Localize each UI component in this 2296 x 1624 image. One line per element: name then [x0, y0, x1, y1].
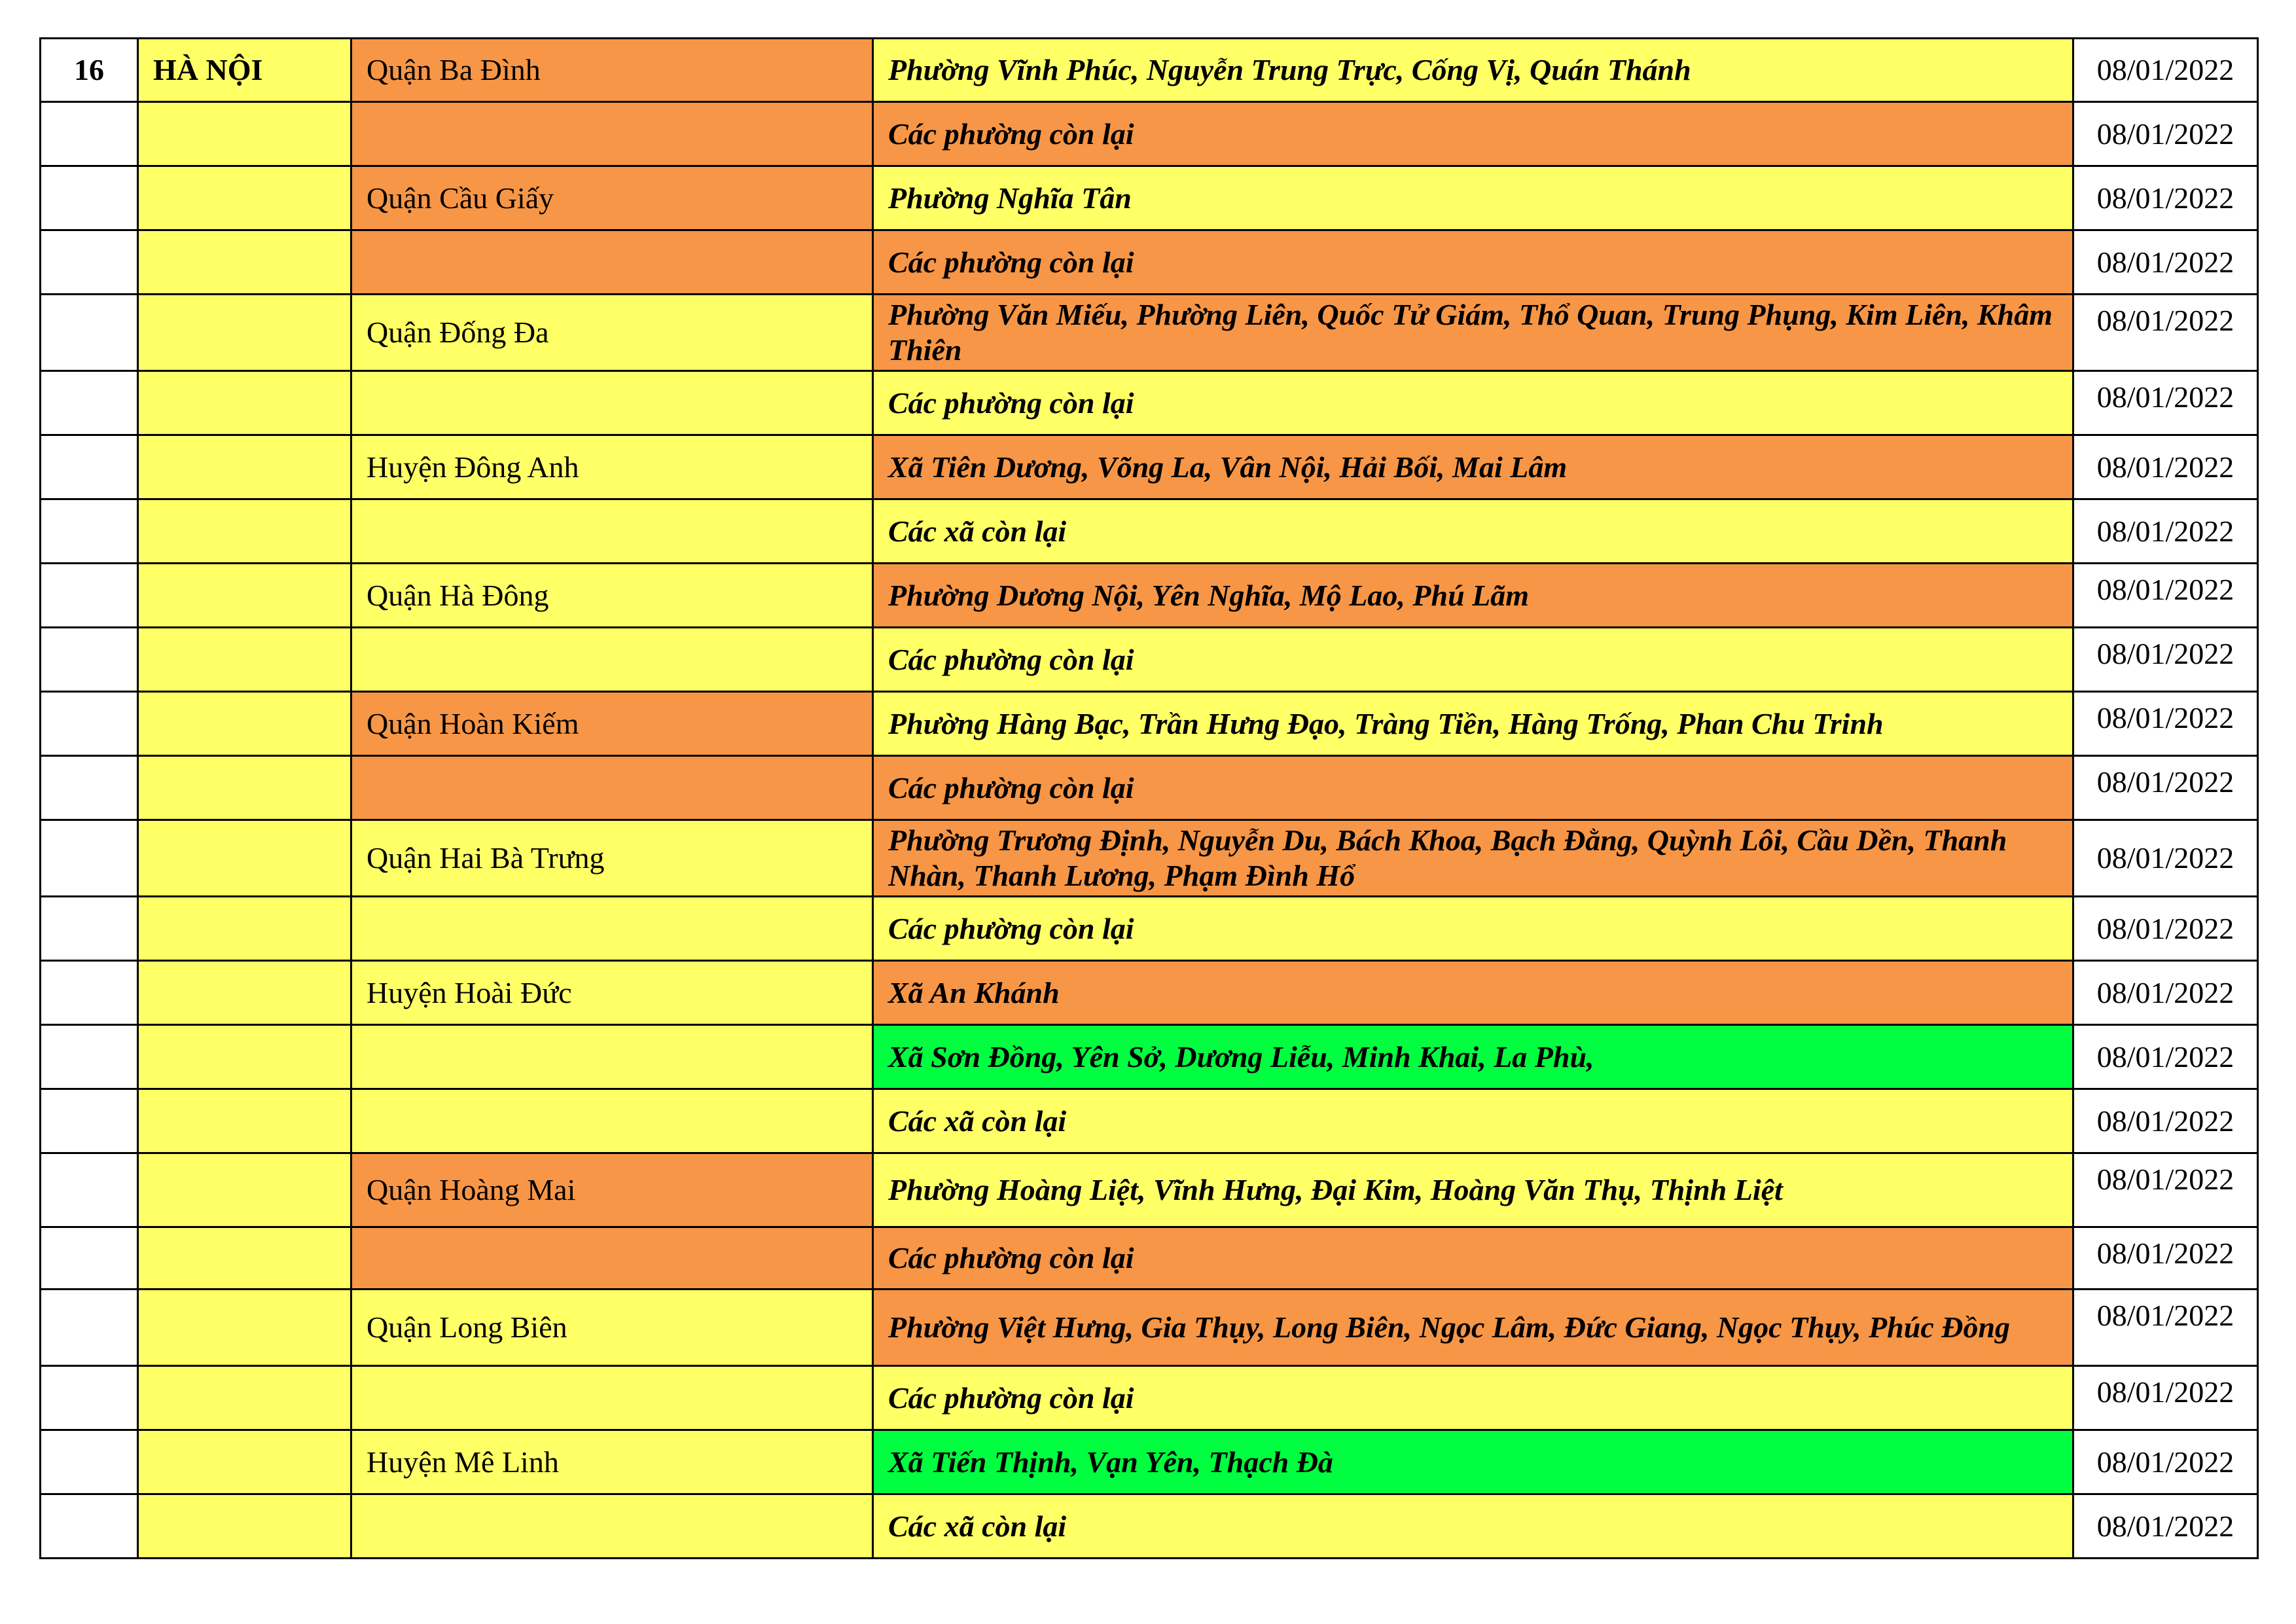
row-number-cell: 16 [41, 39, 138, 102]
row-number-cell [41, 1227, 138, 1290]
ward-area-cell: Phường Dương Nội, Yên Nghĩa, Mộ Lao, Phú Lãm [873, 564, 2073, 628]
district-cell [351, 230, 873, 295]
district-cell: Quận Ba Đình [351, 39, 873, 102]
date-cell: 08/01/2022 [2073, 628, 2258, 692]
province-cell [138, 961, 351, 1025]
province-cell [138, 1366, 351, 1430]
district-cell: Huyện Đông Anh [351, 435, 873, 499]
row-number-cell [41, 166, 138, 230]
province-cell [138, 371, 351, 435]
ward-area-cell: Các phường còn lại [873, 756, 2073, 820]
district-cell: Quận Cầu Giấy [351, 166, 873, 230]
province-cell [138, 1153, 351, 1227]
date-cell: 08/01/2022 [2073, 1290, 2258, 1366]
ward-area-cell: Phường Hàng Bạc, Trần Hưng Đạo, Tràng Tiền, Hàng Trống, Phan Chu Trinh [873, 692, 2073, 756]
ward-area-cell: Phường Hoàng Liệt, Vĩnh Hưng, Đại Kim, Hoàng Văn Thụ, Thịnh Liệt [873, 1153, 2073, 1227]
row-number-cell [41, 628, 138, 692]
row-number-cell [41, 756, 138, 820]
district-cell [351, 628, 873, 692]
table-row [41, 499, 2258, 564]
province-cell [138, 102, 351, 166]
date-cell: 08/01/2022 [2073, 1227, 2258, 1290]
province-cell [138, 897, 351, 961]
district-cell [351, 1089, 873, 1153]
ward-area-cell: Các phường còn lại [873, 371, 2073, 435]
district-cell [351, 102, 873, 166]
table-row [41, 1153, 2258, 1227]
ward-area-cell: Các phường còn lại [873, 897, 2073, 961]
date-cell: 08/01/2022 [2073, 692, 2258, 756]
ward-area-cell: Xã Tiên Dương, Võng La, Vân Nội, Hải Bối, Mai Lâm [873, 435, 2073, 499]
district-cell [351, 756, 873, 820]
table-row [41, 1025, 2258, 1089]
district-cell: Quận Long Biên [351, 1290, 873, 1366]
district-cell [351, 1025, 873, 1089]
row-number-cell [41, 371, 138, 435]
date-cell: 08/01/2022 [2073, 499, 2258, 564]
date-cell: 08/01/2022 [2073, 961, 2258, 1025]
table-row [41, 166, 2258, 230]
table-body [41, 39, 2258, 1559]
district-cell: Quận Hoàn Kiếm [351, 692, 873, 756]
row-number-cell [41, 961, 138, 1025]
table-row [41, 1494, 2258, 1559]
ward-area-cell: Các phường còn lại [873, 102, 2073, 166]
district-cell: Quận Đống Đa [351, 295, 873, 371]
province-cell [138, 1290, 351, 1366]
district-cell [351, 499, 873, 564]
district-cell [351, 897, 873, 961]
ward-area-cell: Xã Sơn Đồng, Yên Sở, Dương Liễu, Minh Khai, La Phù, [873, 1025, 2073, 1089]
district-status-table [39, 37, 2259, 1559]
table-row [41, 564, 2258, 628]
province-cell [138, 1494, 351, 1559]
ward-area-cell: Phường Trương Định, Nguyễn Du, Bách Khoa, Bạch Đằng, Quỳnh Lôi, Cầu Dền, Thanh Nhàn, Thanh Lương, Phạm Đình Hổ [873, 820, 2073, 897]
table-row [41, 1366, 2258, 1430]
date-cell: 08/01/2022 [2073, 371, 2258, 435]
district-cell [351, 371, 873, 435]
date-cell: 08/01/2022 [2073, 1025, 2258, 1089]
district-cell [351, 1227, 873, 1290]
province-cell [138, 756, 351, 820]
district-cell [351, 1494, 873, 1559]
ward-area-cell: Các xã còn lại [873, 1494, 2073, 1559]
date-cell: 08/01/2022 [2073, 1366, 2258, 1430]
row-number-cell [41, 1025, 138, 1089]
district-cell: Quận Hoàng Mai [351, 1153, 873, 1227]
province-cell [138, 166, 351, 230]
row-number-cell [41, 230, 138, 295]
row-number-cell [41, 435, 138, 499]
date-cell: 08/01/2022 [2073, 1494, 2258, 1559]
date-cell: 08/01/2022 [2073, 1430, 2258, 1494]
province-cell [138, 564, 351, 628]
ward-area-cell: Các xã còn lại [873, 1089, 2073, 1153]
table-row [41, 230, 2258, 295]
ward-area-cell: Phường Văn Miếu, Phường Liên, Quốc Tử Giám, Thổ Quan, Trung Phụng, Kim Liên, Khâm Thiên [873, 295, 2073, 371]
district-cell: Huyện Mê Linh [351, 1430, 873, 1494]
row-number-cell [41, 295, 138, 371]
ward-area-cell: Các phường còn lại [873, 628, 2073, 692]
row-number-cell [41, 692, 138, 756]
date-cell: 08/01/2022 [2073, 897, 2258, 961]
date-cell: 08/01/2022 [2073, 1153, 2258, 1227]
province-cell [138, 628, 351, 692]
ward-area-cell: Các xã còn lại [873, 499, 2073, 564]
province-cell [138, 1430, 351, 1494]
table-row [41, 820, 2258, 897]
row-number-cell [41, 820, 138, 897]
date-cell: 08/01/2022 [2073, 756, 2258, 820]
district-cell: Quận Hà Đông [351, 564, 873, 628]
date-cell: 08/01/2022 [2073, 166, 2258, 230]
ward-area-cell: Các phường còn lại [873, 1366, 2073, 1430]
row-number-cell [41, 897, 138, 961]
province-cell [138, 435, 351, 499]
province-cell [138, 1089, 351, 1153]
row-number-cell [41, 102, 138, 166]
date-cell: 08/01/2022 [2073, 820, 2258, 897]
row-number-cell [41, 1430, 138, 1494]
table-row [41, 1290, 2258, 1366]
table-row [41, 1089, 2258, 1153]
table-row [41, 371, 2258, 435]
row-number-cell [41, 1366, 138, 1430]
ward-area-cell: Xã An Khánh [873, 961, 2073, 1025]
table-row [41, 1227, 2258, 1290]
table-row [41, 295, 2258, 371]
table-row [41, 961, 2258, 1025]
province-cell [138, 820, 351, 897]
table-row [41, 756, 2258, 820]
table-row [41, 1430, 2258, 1494]
date-cell: 08/01/2022 [2073, 39, 2258, 102]
province-cell [138, 230, 351, 295]
district-cell [351, 1366, 873, 1430]
row-number-cell [41, 1089, 138, 1153]
province-cell [138, 692, 351, 756]
date-cell: 08/01/2022 [2073, 435, 2258, 499]
ward-area-cell: Phường Vĩnh Phúc, Nguyễn Trung Trực, Cống Vị, Quán Thánh [873, 39, 2073, 102]
date-cell: 08/01/2022 [2073, 564, 2258, 628]
table-row [41, 628, 2258, 692]
row-number-cell [41, 1290, 138, 1366]
row-number-cell [41, 1153, 138, 1227]
table-row [41, 897, 2258, 961]
date-cell: 08/01/2022 [2073, 230, 2258, 295]
date-cell: 08/01/2022 [2073, 1089, 2258, 1153]
row-number-cell [41, 499, 138, 564]
province-cell [138, 295, 351, 371]
province-cell: HÀ NỘI [138, 39, 351, 102]
table-row [41, 102, 2258, 166]
table-row [41, 692, 2258, 756]
table-row [41, 435, 2258, 499]
province-cell [138, 499, 351, 564]
row-number-cell [41, 1494, 138, 1559]
date-cell: 08/01/2022 [2073, 295, 2258, 371]
table-row [41, 39, 2258, 102]
district-cell: Huyện Hoài Đức [351, 961, 873, 1025]
province-cell [138, 1227, 351, 1290]
province-cell [138, 1025, 351, 1089]
ward-area-cell: Các phường còn lại [873, 1227, 2073, 1290]
district-cell: Quận Hai Bà Trưng [351, 820, 873, 897]
date-cell: 08/01/2022 [2073, 102, 2258, 166]
ward-area-cell: Phường Việt Hưng, Gia Thụy, Long Biên, Ngọc Lâm, Đức Giang, Ngọc Thụy, Phúc Đồng [873, 1290, 2073, 1366]
ward-area-cell: Các phường còn lại [873, 230, 2073, 295]
ward-area-cell: Xã Tiến Thịnh, Vạn Yên, Thạch Đà [873, 1430, 2073, 1494]
row-number-cell [41, 564, 138, 628]
ward-area-cell: Phường Nghĩa Tân [873, 166, 2073, 230]
